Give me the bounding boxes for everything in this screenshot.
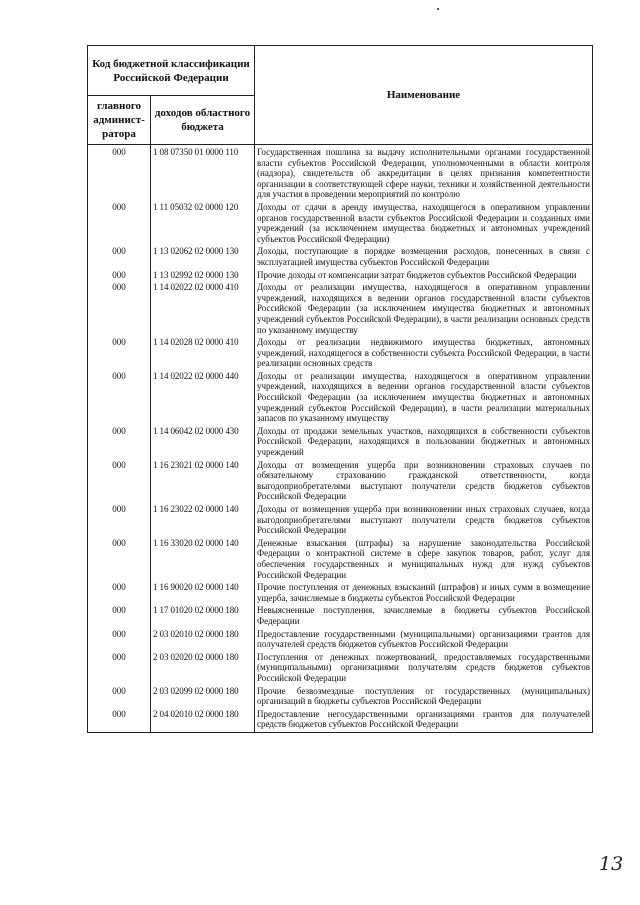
table-row bbox=[88, 244, 593, 267]
name-cell: Доходы от реализации имущества, находящегося в оперативном управлении учреждений, находящихся в ведении органов государственной власти субъектов Российской Федерации (за исключением имущества бюджетных и автономных учреждений субъектов Российской Федерации), в части реализации материальных запасов по указанному имуществу bbox=[255, 369, 593, 424]
admin-code-cell: 000 bbox=[88, 580, 151, 603]
name-cell: Доходы от продажи земельных участков, находящихся в собственности субъектов Российской Федерации, находящихся в пользовании бюджетных и автономных учреждений bbox=[255, 424, 593, 458]
name-cell: Денежные взыскания (штрафы) за нарушение законодательства Российской Федерации о контрактной системе в сфере закупок товаров, работ, услуг для обеспечения государственных и муниципальных нужд для нужд субъектов Российской Федерации bbox=[255, 536, 593, 580]
income-code-cell: 2 03 02099 02 0000 180 bbox=[151, 684, 255, 707]
admin-code-cell: 000 bbox=[88, 707, 151, 733]
admin-code-cell: 000 bbox=[88, 684, 151, 707]
table-row bbox=[88, 458, 593, 502]
table-row bbox=[88, 650, 593, 684]
admin-code-cell: 000 bbox=[88, 369, 151, 424]
income-code-cell: 1 16 90020 02 0000 140 bbox=[151, 580, 255, 603]
income-code-cell: 1 16 23022 02 0000 140 bbox=[151, 502, 255, 536]
admin-code-cell: 000 bbox=[88, 244, 151, 267]
income-code-cell: 1 17 01020 02 0000 180 bbox=[151, 603, 255, 626]
income-code-cell: 2 03 02010 02 0000 180 bbox=[151, 627, 255, 650]
name-cell: Доходы от реализации имущества, находящегося в оперативном управлении учреждений, находящихся в ведении органов государственной власти субъектов Российской Федерации (за исключением имущества бюджетных и автономных учреждений субъектов Российской Федерации), в части реализации основных средств по указанному имуществу bbox=[255, 280, 593, 335]
table-row bbox=[88, 335, 593, 369]
admin-code-cell: 000 bbox=[88, 268, 151, 281]
name-cell: Государственная пошлина за выдачу исполнительными органами государственной власти субъектов Российской Федерации, уполномоченными в области контроля (надзора), свидетельств об аккредитации в целях признания компетентности организации в соответствующей сфере науки, техники и хозяйственной деятельности для участия в проведении мероприятий по контролю bbox=[255, 145, 593, 200]
name-cell: Предоставление негосударственными организациями грантов для получателей средств бюджетов субъектов Российской Федерации bbox=[255, 707, 593, 733]
income-code-cell: 1 11 05032 02 0000 120 bbox=[151, 200, 255, 244]
income-code-cell: 1 13 02062 02 0000 130 bbox=[151, 244, 255, 267]
admin-code-cell: 000 bbox=[88, 200, 151, 244]
admin-code-cell: 000 bbox=[88, 627, 151, 650]
header-income: доходов областного бюджета bbox=[151, 96, 255, 145]
name-cell: Прочие поступления от денежных взысканий (штрафов) и иных сумм в возмещение ущерба, зачисляемые в бюджеты субъектов Российской Федерации bbox=[255, 580, 593, 603]
admin-code-cell: 000 bbox=[88, 536, 151, 580]
table-row bbox=[88, 280, 593, 335]
table-row bbox=[88, 707, 593, 733]
name-cell: Доходы от возмещения ущерба при возникновении страховых случаев по обязательному страхованию гражданской ответственности, когда выгодоприобретателями выступают получатели средств бюджетов субъектов Российской Федерации bbox=[255, 458, 593, 502]
table-row bbox=[88, 684, 593, 707]
table-row bbox=[88, 536, 593, 580]
budget-classification-table bbox=[87, 45, 593, 733]
admin-code-cell: 000 bbox=[88, 650, 151, 684]
name-cell: Поступления от денежных пожертвований, предоставляемых государственными (муниципальными) организациями получателям средств бюджетов субъектов Российской Федерации bbox=[255, 650, 593, 684]
table-row bbox=[88, 580, 593, 603]
name-cell: Прочие доходы от компенсации затрат бюджетов субъектов Российской Федерации bbox=[255, 268, 593, 281]
admin-code-cell: 000 bbox=[88, 603, 151, 626]
admin-code-cell: 000 bbox=[88, 502, 151, 536]
header-admin: главного админист-ратора bbox=[88, 96, 151, 145]
income-code-cell: 2 03 02020 02 0000 180 bbox=[151, 650, 255, 684]
name-cell: Невыясненные поступления, зачисляемые в бюджеты субъектов Российской Федерации bbox=[255, 603, 593, 626]
page-number: 13 bbox=[599, 853, 624, 875]
table-row bbox=[88, 145, 593, 200]
name-cell: Доходы от реализации недвижимого имущества бюджетных, автономных учреждений, находящегося в собственности субъекта Российской Федерации, в части реализации основных средств bbox=[255, 335, 593, 369]
table-row bbox=[88, 424, 593, 458]
name-cell: Прочие безвозмездные поступления от государственных (муниципальных) организаций в бюджеты субъектов Российской Федерации bbox=[255, 684, 593, 707]
admin-code-cell: 000 bbox=[88, 145, 151, 200]
header-code-group: Код бюджетной классификации Российской Федерации bbox=[88, 46, 255, 96]
income-code-cell: 1 16 33020 02 0000 140 bbox=[151, 536, 255, 580]
name-cell: Доходы от возмещения ущерба при возникновении иных страховых случаев, когда выгодоприобретателями выступают получатели средств бюджетов субъектов Российской Федерации bbox=[255, 502, 593, 536]
admin-code-cell: 000 bbox=[88, 335, 151, 369]
table-row bbox=[88, 200, 593, 244]
admin-code-cell: 000 bbox=[88, 458, 151, 502]
table-row bbox=[88, 268, 593, 281]
table-row bbox=[88, 502, 593, 536]
income-code-cell: 1 08 07350 01 0000 110 bbox=[151, 145, 255, 200]
income-code-cell: 1 14 02022 02 0000 410 bbox=[151, 280, 255, 335]
name-cell: Предоставление государственными (муниципальными) организациями грантов для получателей средств бюджетов субъектов Российской Федерации bbox=[255, 627, 593, 650]
table-row bbox=[88, 627, 593, 650]
admin-code-cell: 000 bbox=[88, 424, 151, 458]
name-cell: Доходы, поступающие в порядке возмещения расходов, понесенных в связи с эксплуатацией имущества субъектов Российской Федерации bbox=[255, 244, 593, 267]
header-name: Наименование bbox=[255, 46, 593, 145]
name-cell: Доходы от сдачи в аренду имущества, находящегося в оперативном управлении органов государственной власти субъектов Российской Федерации и созданных ими учреждений (за исключением имущества бюджетных и автономных учреждений субъектов Российской Федерации) bbox=[255, 200, 593, 244]
income-code-cell: 1 14 06042 02 0000 430 bbox=[151, 424, 255, 458]
scan-speck bbox=[437, 8, 439, 10]
income-code-cell: 2 04 02010 02 0000 180 bbox=[151, 707, 255, 733]
admin-code-cell: 000 bbox=[88, 280, 151, 335]
income-code-cell: 1 16 23021 02 0000 140 bbox=[151, 458, 255, 502]
income-code-cell: 1 14 02022 02 0000 440 bbox=[151, 369, 255, 424]
income-code-cell: 1 14 02028 02 0000 410 bbox=[151, 335, 255, 369]
table-row bbox=[88, 369, 593, 424]
income-code-cell: 1 13 02992 02 0000 130 bbox=[151, 268, 255, 281]
table-row bbox=[88, 603, 593, 626]
